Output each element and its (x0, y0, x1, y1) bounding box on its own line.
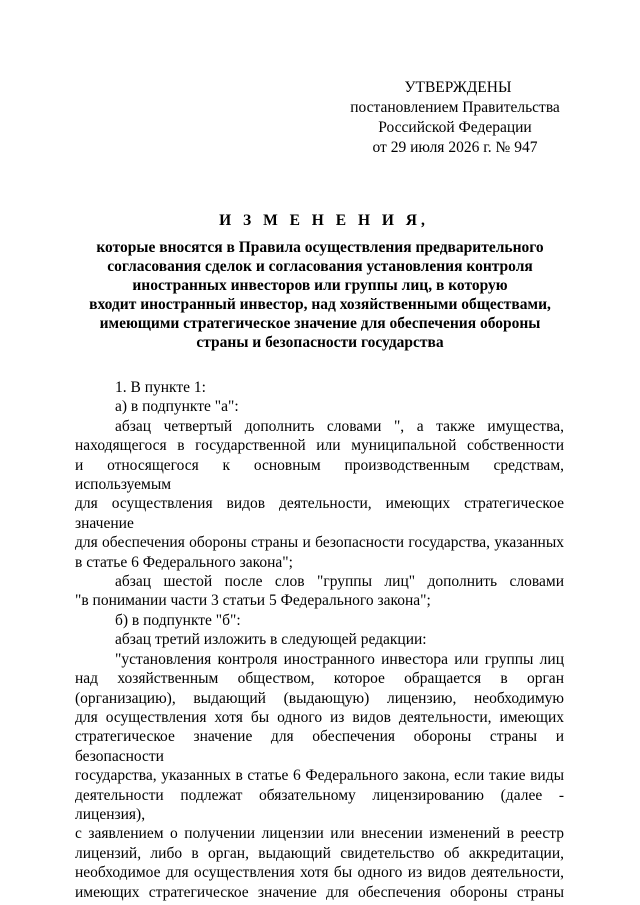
paragraph-line: "в понимании части 3 статьи 5 Федерального закона"; (75, 592, 431, 610)
subtitle-line: имеющими стратегическое значение для обеспечения обороны (99, 315, 541, 332)
paragraph-line: в статье 6 Федерального закона"; (75, 553, 293, 571)
paragraph: б) в подпункте "б": (115, 611, 241, 629)
paragraph-line: абзац четвертый дополнить словами ", а также имущества, (115, 417, 564, 435)
paragraph-line: для осуществления видов деятельности, имеющих стратегическое значение (75, 495, 564, 532)
document-subtitle (60, 238, 580, 352)
paragraph-line: для обеспечения обороны страны и безопасности государства, указанных (75, 534, 564, 552)
subtitle-line: страны и безопасности государства (196, 334, 444, 351)
document-title: И З М Е Н Е Н И Я, (219, 212, 429, 229)
paragraph-line: деятельности подлежат обязательному лицензированию (далее - лицензия), (75, 786, 564, 823)
document-body (75, 378, 564, 902)
paragraph-line: стратегическое значение для обеспечения обороны страны и безопасности (75, 728, 564, 765)
subtitle-line: которые вносятся в Правила осуществления предварительного (96, 239, 544, 256)
paragraph: а) в подпункте "а": (115, 398, 239, 416)
paragraph-line: необходимое для осуществления хотя бы одного из видов деятельности, (75, 864, 564, 882)
paragraph-line: (организацию), выдающий (выдающую) лицензию, необходимую (75, 689, 564, 707)
paragraph-line: и относящегося к основным производственным средствам, используемым (75, 456, 564, 494)
paragraph-line: имеющих стратегическое значение для обеспечения обороны страны (75, 883, 564, 901)
paragraph: абзац третий изложить в следующей редакции: (115, 631, 427, 649)
approval-line: от 29 июля 2026 г. № 947 (372, 139, 538, 156)
approval-line: постановлением Правительства (350, 99, 560, 116)
approval-block (330, 78, 580, 158)
approval-heading: УТВЕРЖДЕНЫ (404, 79, 512, 96)
subtitle-line: иностранных инвесторов или группы лиц, в которую (132, 277, 508, 294)
paragraph-line: "установления контроля иностранного инвестора или группы лиц (115, 650, 564, 668)
subtitle-line: согласования сделок и согласования установления контроля (107, 258, 533, 275)
subtitle-line: входит иностранный инвестор, над хозяйственными обществами, (89, 296, 551, 313)
paragraph: 1. В пункте 1: (115, 379, 206, 396)
paragraph-line: для осуществления хотя бы одного из видов деятельности, имеющих (75, 708, 564, 726)
paragraph-line: с заявлением о получении лицензии или внесении изменений в реестр (75, 825, 564, 843)
approval-line: Российской Федерации (378, 119, 532, 136)
paragraph-line: над хозяйственным обществом, которое обращается в орган (75, 670, 564, 688)
paragraph-line: находящегося в государственной или муниципальной собственности (75, 437, 564, 455)
paragraph-line: государства, указанных в статье 6 Федерального закона, если такие виды (75, 767, 564, 785)
paragraph-line: лицензий, либо в орган, выдающий свидетельство об аккредитации, (75, 844, 564, 862)
paragraph-line: абзац шестой после слов "группы лиц" дополнить словами (115, 573, 564, 591)
